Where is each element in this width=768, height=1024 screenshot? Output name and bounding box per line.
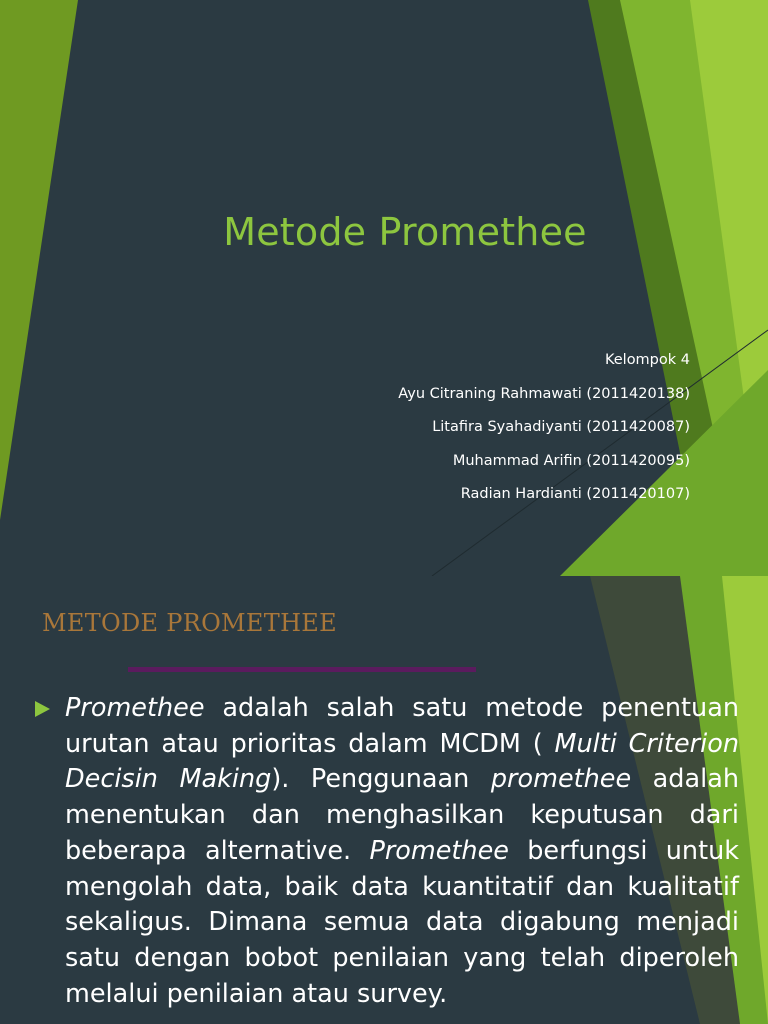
member-1: Ayu Citraning Rahmawati (2011420138)	[398, 385, 690, 402]
subtitle-block	[398, 344, 690, 512]
body-paragraph	[65, 691, 739, 1012]
text-run: adalah salah satu metode penentuan urutan atau prioritas dalam MCDM (	[65, 693, 739, 759]
term-promethee: Promethee	[65, 693, 205, 723]
heading-underline	[128, 667, 476, 672]
left-edge	[0, 576, 22, 1024]
group-label: Kelompok 4	[604, 352, 690, 368]
left-green-triangle	[0, 0, 78, 520]
text-run: berfungsi untuk mengolah data, baik data kuantitatif dan kualitatif sekaligus. Dimana semua data digabung menjadi satu dengan bobot penilaian yang telah diperoleh melalui penilaian atau survey.	[65, 835, 739, 1009]
term-mcdm: Multi Criterion Decisin Making	[65, 728, 739, 795]
term-promethee: Promethee	[369, 835, 509, 866]
member-3: Muhammad Arifin (2011420095)	[452, 452, 690, 469]
section-heading: METODE PROMETHEE	[42, 609, 337, 637]
content-slide	[0, 576, 768, 1024]
text-run: adalah menentukan dan menghasilkan keputusan dari beberapa alternative.	[65, 764, 739, 866]
bullet-arrow-icon	[35, 701, 50, 717]
member-4: Radian Hardianti (2011420107)	[460, 486, 690, 502]
text-run: ). Penggunaan	[271, 764, 491, 795]
member-2: Litafira Syahadiyanti (2011420087)	[432, 419, 690, 435]
slide-title: Metode Promethee	[223, 210, 587, 254]
term-promethee: promethee	[490, 764, 632, 795]
